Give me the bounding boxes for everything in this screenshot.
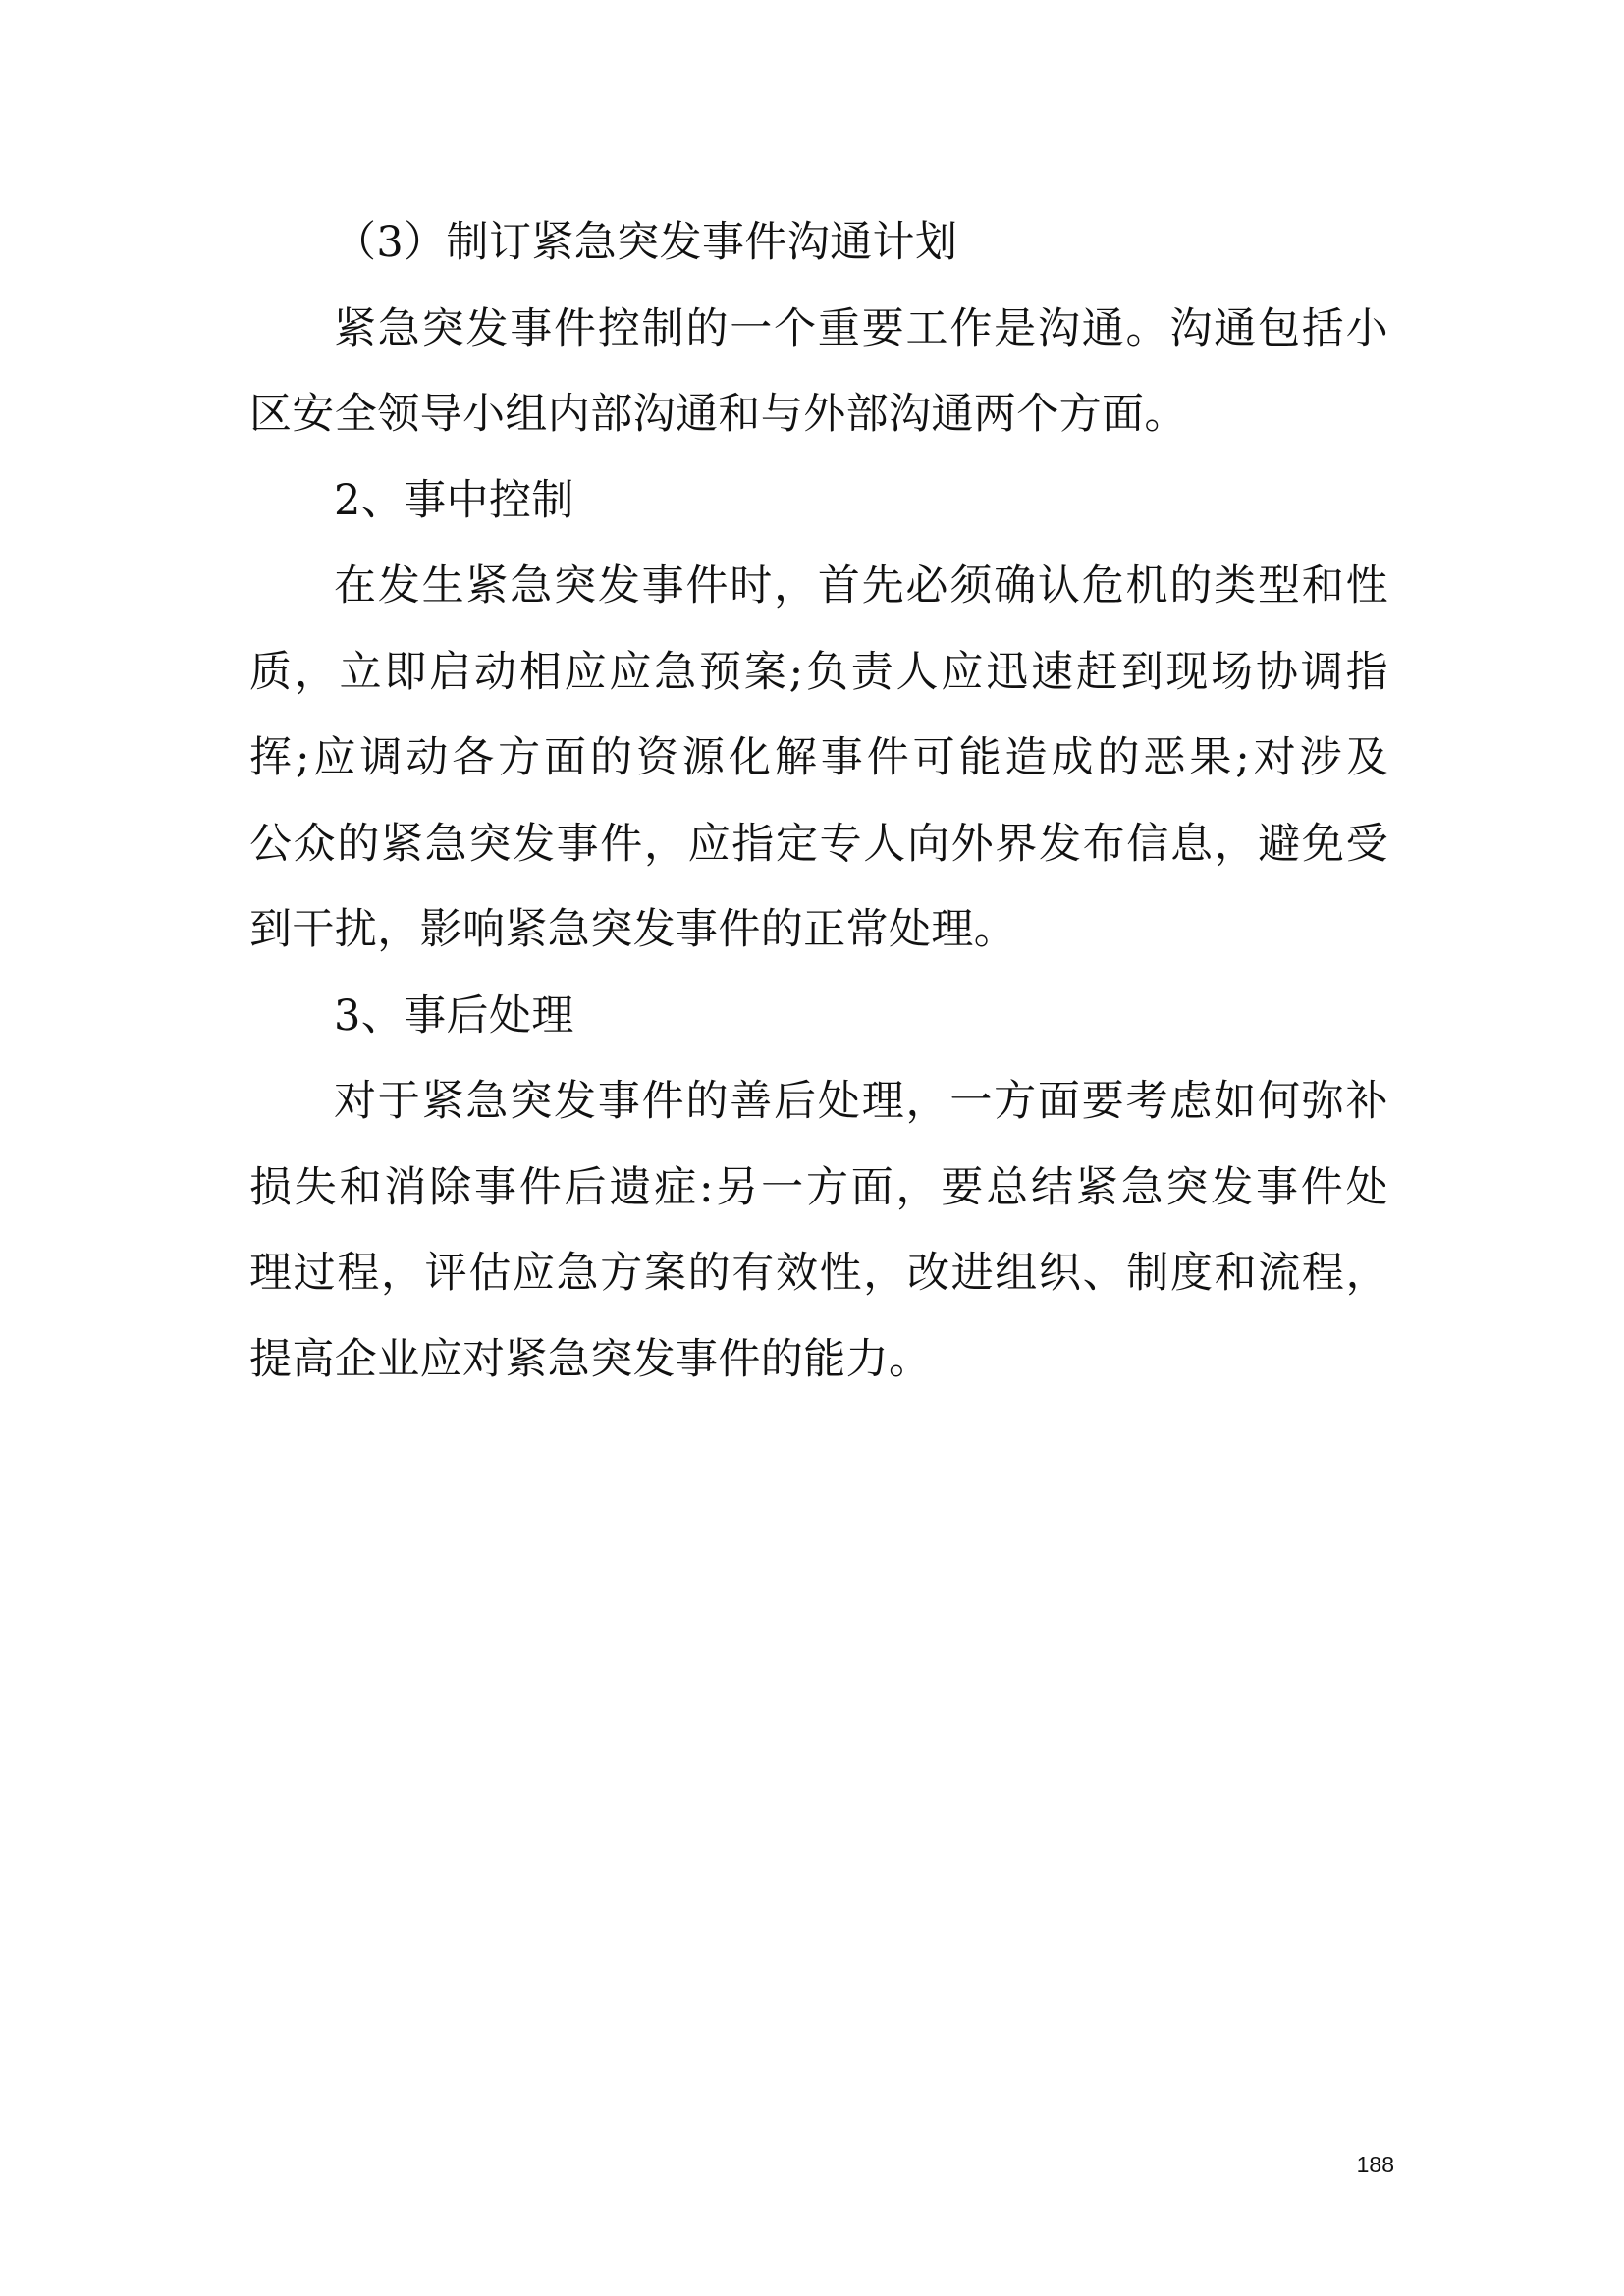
paragraph-line: 挥;应调动各方面的资源化解事件可能造成的恶果;对涉及 [249, 733, 1388, 782]
paragraph-line: 理过程，评估应急方案的有效性，改进组织、制度和流程， [249, 1249, 1388, 1298]
paragraph-line: 提高企业应对紧急突发事件的能力。 [249, 1334, 932, 1384]
paragraph-line: 质，立即启动相应应急预案;负责人应迅速赶到现场协调指 [249, 647, 1388, 697]
subheading-communication-plan: （3）制订紧急突发事件沟通计划 [334, 218, 958, 267]
paragraph-line: 区安全领导小组内部沟通和与外部沟通两个方面。 [249, 390, 1187, 439]
paragraph-line: 在发生紧急突发事件时，首先必须确认危机的类型和性 [334, 561, 1388, 611]
paragraph-line: 损失和消除事件后遗症:另一方面，要总结紧急突发事件处 [249, 1162, 1388, 1212]
page-number: 188 [1356, 2152, 1394, 2177]
paragraph-line: 到干扰，影响紧急突发事件的正常处理。 [249, 905, 1017, 954]
section-heading-during-control: 2、事中控制 [334, 475, 574, 525]
paragraph-line: 紧急突发事件控制的一个重要工作是沟通。沟通包括小 [334, 303, 1388, 353]
paragraph-line: 对于紧急突发事件的善后处理，一方面要考虑如何弥补 [334, 1077, 1388, 1126]
section-heading-after-handling: 3、事后处理 [334, 990, 574, 1041]
body-text [249, 200, 1388, 1403]
paragraph-line: 公众的紧急突发事件，应指定专人向外界发布信息，避免受 [249, 819, 1388, 869]
